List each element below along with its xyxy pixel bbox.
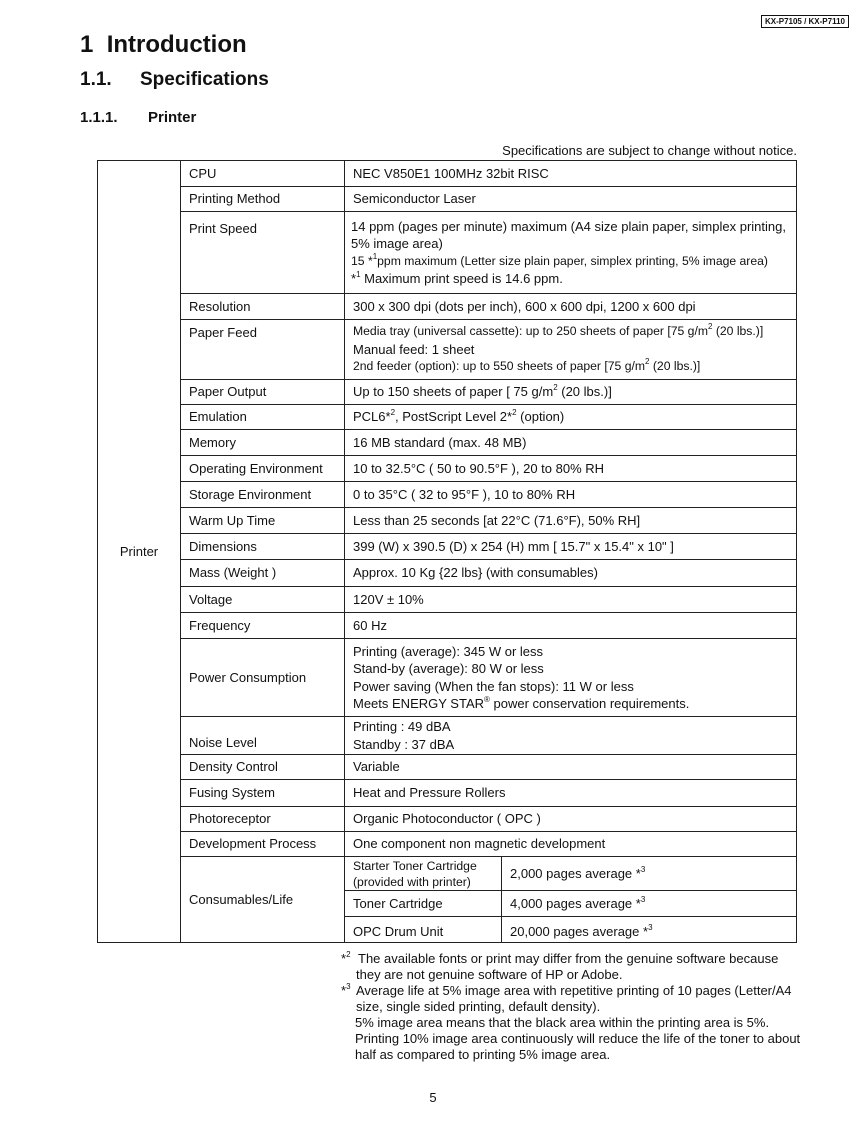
table-row (98, 380, 797, 405)
spec-value: Semiconductor Laser (345, 187, 797, 212)
printer-spec-table (97, 160, 797, 943)
table-row (98, 832, 797, 857)
table-row (98, 294, 797, 320)
paper-feed-line: Media tray (universal cassette): up to 250 sheets of paper [75 $g/m^2$ (20 lbs.)] (353, 322, 764, 339)
subsection-title: Printer (148, 109, 197, 126)
spec-label: Dimensions (181, 534, 345, 560)
table-row (98, 320, 797, 380)
spec-label: Paper Feed (181, 320, 345, 380)
noise-line: Printing : 49 dBA (353, 719, 451, 734)
spec-value: Up to 150 sheets of paper [ 75 $g/m^2$ (20 lbs.)] (345, 380, 797, 405)
spec-label: Operating Environment (181, 456, 345, 482)
footnotes (341, 951, 801, 1063)
spec-label: Storage Environment (181, 482, 345, 508)
table-row (98, 717, 797, 755)
power-line: Meets ENERGY STAR® power conservation requirements. (353, 695, 690, 711)
paper-feed-line: 2nd feeder (option): up to 550 sheets of paper [75 $g/m^2$ (20 lbs.)] (353, 357, 701, 374)
spec-label: Warm Up Time (181, 508, 345, 534)
model-number-box: KX-P7105 / KX-P7110 (761, 15, 849, 28)
spec-value (345, 717, 797, 755)
spec-label: Development Process (181, 832, 345, 857)
table-row (98, 482, 797, 508)
print-speed-line: 15 *$^1$ppm maximum (Letter size plain paper, simplex printing, 5% image area) (351, 251, 768, 268)
consumable-life: 20,000 pages average *$^3$ (502, 917, 797, 943)
footnote-3-extra: 5% image area means that the black area within the printing area is 5%. Printing 10% image area continuously will reduce the life of the toner to about half as compared to printing 5% image area. (355, 1015, 801, 1062)
spec-label: Mass (Weight ) (181, 560, 345, 587)
table-row (98, 534, 797, 560)
table-row (98, 212, 797, 294)
consumable-name: Toner Cartridge (345, 891, 502, 917)
table-row (98, 456, 797, 482)
print-speed-line: 14 ppm (pages per minute) maximum (A4 size plain paper, simplex printing, 5% image area) (351, 218, 786, 251)
table-row (98, 613, 797, 639)
spec-value: 120V ± 10% (345, 587, 797, 613)
spec-value: 300 x 300 dpi (dots per inch), 600 x 600 dpi, 1200 x 600 dpi (345, 294, 797, 320)
section-title: Specifications (140, 69, 269, 90)
table-row (98, 508, 797, 534)
spec-value: One component non magnetic development (345, 832, 797, 857)
spec-label: Voltage (181, 587, 345, 613)
spec-value: Organic Photoconductor ( OPC ) (345, 807, 797, 832)
footnote-3: *$^3$ Average life at 5% image area with repetitive printing of 10 pages (Letter/A4 size, single sided printing, default density). (341, 982, 792, 1014)
spec-value: 16 MB standard (max. 48 MB) (345, 430, 797, 456)
subsection-number: 1.1.1. (80, 109, 118, 126)
section-heading (80, 69, 269, 91)
spec-label: Density Control (181, 755, 345, 780)
table-row (98, 587, 797, 613)
consumable-name: OPC Drum Unit (345, 917, 502, 943)
power-line: Printing (average): 345 W or less (353, 643, 544, 659)
spec-value: 0 to 35°C ( 32 to 95°F ), 10 to 80% RH (345, 482, 797, 508)
spec-value (345, 320, 797, 380)
spec-label: Power Consumption (181, 639, 345, 717)
chapter-title: Introduction (106, 31, 247, 58)
spec-value: Less than 25 seconds [at 22°C (71.6°F), 50% RH] (345, 508, 797, 534)
spec-label: Emulation (181, 405, 345, 430)
spec-label: Consumables/Life (181, 857, 345, 943)
chapter-number: 1 (80, 31, 94, 58)
printer-group-cell: Printer (98, 161, 181, 943)
noise-line: Standby : 37 dBA (353, 736, 455, 752)
spec-value: 60 Hz (345, 613, 797, 639)
print-speed-note: *$^1$ Maximum print speed is 14.6 ppm. (351, 270, 563, 286)
spec-label: Noise Level (181, 717, 345, 755)
spec-label: Frequency (181, 613, 345, 639)
table-row (98, 161, 797, 187)
table-row (98, 780, 797, 807)
table-row (98, 430, 797, 456)
spec-label: Memory (181, 430, 345, 456)
consumable-name: Starter Toner Cartridge (provided with printer) (345, 857, 502, 891)
spec-value: Variable (345, 755, 797, 780)
spec-label: CPU (181, 161, 345, 187)
spec-value (345, 639, 797, 717)
chapter-heading (80, 31, 247, 59)
table-row (98, 639, 797, 717)
spec-value: NEC V850E1 100MHz 32bit RISC (345, 161, 797, 187)
spec-value: 399 (W) x 390.5 (D) x 254 (H) mm [ 15.7" x 15.4" x 10" ] (345, 534, 797, 560)
spec-label: Photoreceptor (181, 807, 345, 832)
table-row (98, 807, 797, 832)
consumable-life: 4,000 pages average *$^3$ (502, 891, 797, 917)
spec-label: Printing Method (181, 187, 345, 212)
spec-value (345, 212, 797, 294)
spec-label: Resolution (181, 294, 345, 320)
table-row (98, 405, 797, 430)
spec-label: Print Speed (181, 212, 345, 294)
power-line: Power saving (When the fan stops): 11 W or less (353, 678, 634, 694)
page-number: 5 (429, 1090, 437, 1105)
table-row (98, 857, 797, 891)
paper-feed-line: Manual feed: 1 sheet (353, 341, 475, 357)
consumable-life: 2,000 pages average *$^3$ (502, 857, 797, 891)
spec-value: Approx. 10 Kg {22 lbs} (with consumables) (345, 560, 797, 587)
spec-change-note: Specifications are subject to change without notice. (502, 143, 797, 158)
section-number: 1.1. (80, 69, 112, 90)
spec-value: PCL6*$^2$, PostScript Level 2*$^2$ (option) (345, 405, 797, 430)
spec-value: 10 to 32.5°C ( 50 to 90.5°F ), 20 to 80% RH (345, 456, 797, 482)
spec-label: Paper Output (181, 380, 345, 405)
subsection-heading (80, 109, 196, 126)
table-row (98, 187, 797, 212)
spec-value: Heat and Pressure Rollers (345, 780, 797, 807)
footnote-2: *$^2$ The available fonts or print may differ from the genuine software because they are not genuine software of HP or Adobe. (341, 950, 779, 982)
table-row (98, 560, 797, 587)
power-line: Stand-by (average): 80 W or less (353, 661, 544, 676)
table-row (98, 755, 797, 780)
spec-label: Fusing System (181, 780, 345, 807)
